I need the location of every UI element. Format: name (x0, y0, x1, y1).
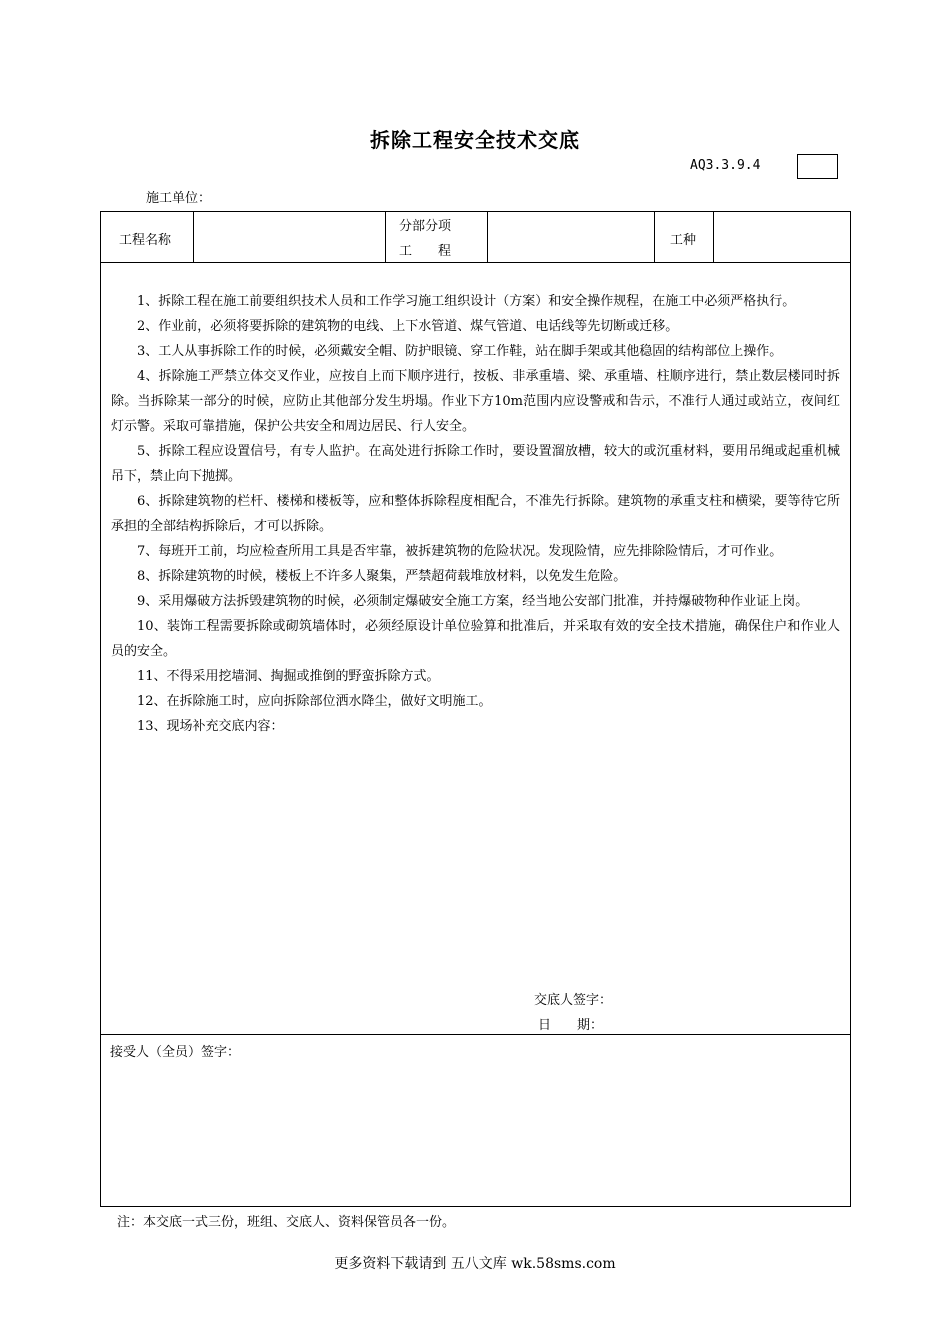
date-label: 日 期： (538, 1018, 604, 1033)
sub-project-field[interactable] (488, 212, 653, 262)
header-row-bottom (101, 262, 850, 263)
footer-link[interactable]: 更多资料下载请到 五八文库 wk.58sms.com (334, 1256, 616, 1272)
receiver-label: 接受人（全员）签字： (110, 1045, 241, 1060)
list-item: 9、采用爆破方法拆毁建筑物的时候，必须制定爆破安全施工方案，经当地公安部门批准，并持爆破物种作业证上岗。 (137, 594, 809, 609)
document-title: 拆除工程安全技术交底 (370, 128, 580, 152)
list-item: 6、拆除建筑物的栏杆、楼梯和楼板等，应和整体拆除程度相配合，不准先行拆除。建筑物的承重支柱和横梁，要等待它所承担的全部结构拆除后，才可以拆除。 (111, 494, 840, 534)
list-item: 10、装饰工程需要拆除或砌筑墙体时，必须经原设计单位验算和批准后，并采取有效的安全技术措施，确保住户和作业人员的安全。 (111, 619, 840, 659)
receiver-signature-area[interactable] (101, 1035, 850, 1206)
disclosure-table (100, 211, 851, 1207)
form-code: AQ3.3.9.4 (690, 158, 761, 173)
sub-project-label-2: 工 程 (399, 244, 452, 259)
trade-field[interactable] (714, 212, 850, 262)
sub-project-label-1: 分部分项 (399, 219, 452, 234)
project-name-label: 工程名称 (119, 233, 172, 248)
construction-unit-label: 施工单位： (146, 191, 212, 206)
list-item: 5、拆除工程应设置信号，有专人监护。在高处进行拆除工作时，要设置溜放槽，较大的或沉重材料，要用吊绳或起重机械吊下，禁止向下抛掷。 (111, 444, 840, 484)
code-box[interactable] (797, 154, 838, 179)
list-item: 11、不得采用挖墙洞、掏掘或推倒的野蛮拆除方式。 (137, 669, 440, 684)
header-divider (654, 212, 655, 262)
signer-label: 交底人签字： (534, 993, 613, 1008)
list-item: 13、现场补充交底内容： (137, 719, 284, 734)
trade-label: 工种 (670, 233, 697, 248)
list-item: 8、拆除建筑物的时候，楼板上不许多人聚集，严禁超荷载堆放材料，以免发生危险。 (137, 569, 627, 584)
disclosure-content (111, 289, 840, 739)
footnote: 注：本交底一式三份，班组、交底人、资料保管员各一份。 (117, 1215, 456, 1230)
list-item: 12、在拆除施工时，应向拆除部位洒水降尘，做好文明施工。 (137, 694, 492, 709)
list-item: 2、作业前，必须将要拆除的建筑物的电线、上下水管道、煤气管道、电话线等先切断或迁移。 (137, 319, 679, 334)
list-item: 1、拆除工程在施工前要组织技术人员和工作学习施工组织设计（方案）和安全操作规程，在施工中必须严格执行。 (137, 294, 796, 309)
header-divider (385, 212, 386, 262)
list-item: 7、每班开工前，均应检查所用工具是否牢靠，被拆建筑物的危险状况。发现险情，应先排除险情后，才可作业。 (137, 544, 783, 559)
list-item: 3、工人从事拆除工作的时候，必须戴安全帽、防护眼镜、穿工作鞋，站在脚手架或其他稳固的结构部位上操作。 (137, 344, 783, 359)
project-name-field[interactable] (194, 212, 384, 262)
list-item: 4、拆除施工严禁立体交叉作业，应按自上而下顺序进行，按板、非承重墙、梁、承重墙、柱顺序进行，禁止数层楼同时拆除。当拆除某一部分的时候，应防止其他部分发生坍塌。作业下方10m范围内应设警戒和告示，不准行人通过或站立，夜间红灯示警。采取可靠措施，保护公共安全和周边居民、行人安全。 (111, 369, 840, 434)
